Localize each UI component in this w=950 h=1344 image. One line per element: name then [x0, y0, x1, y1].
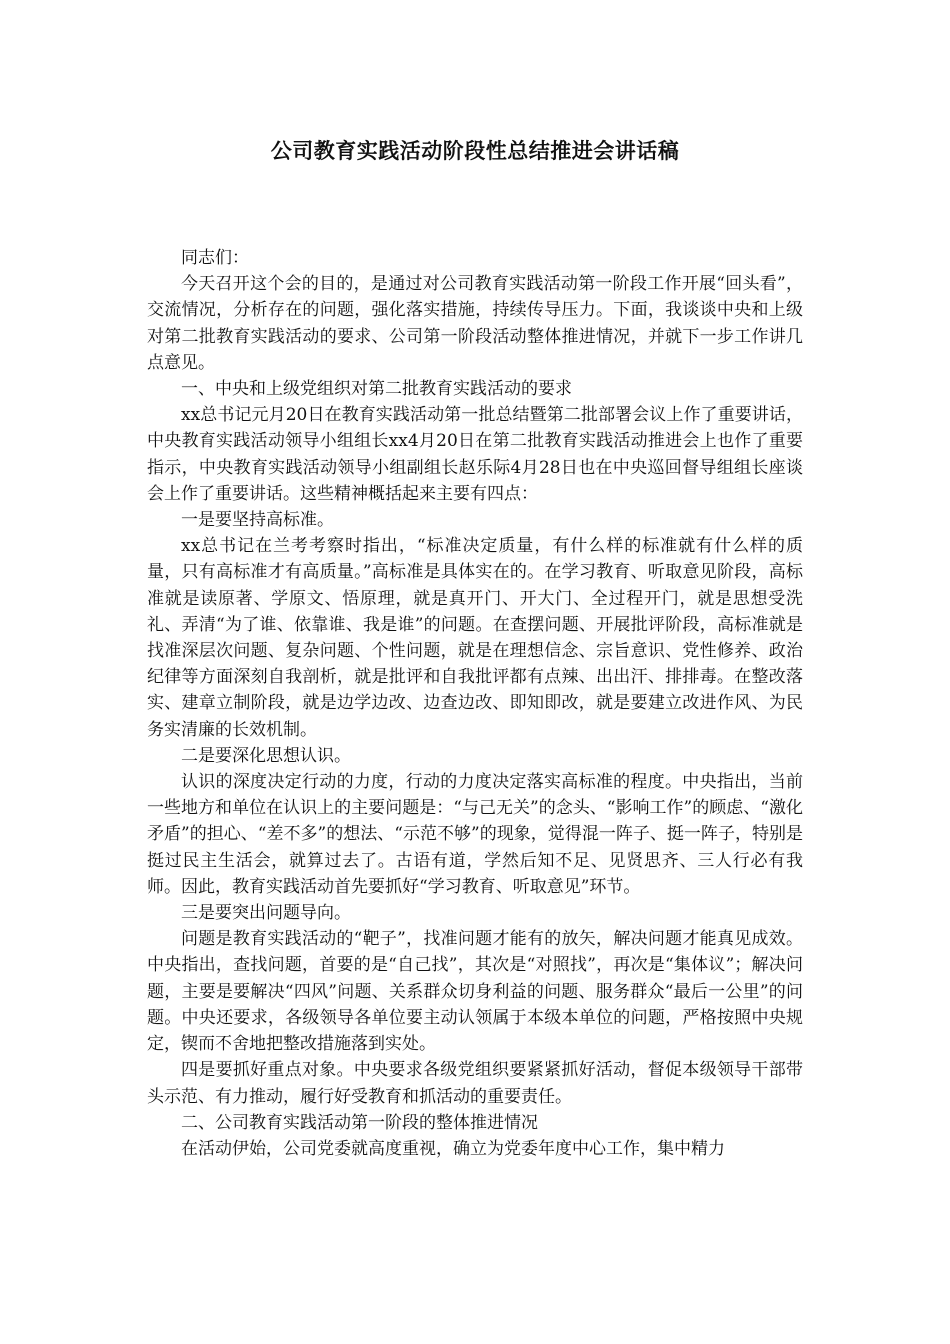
paragraph: xx总书记在兰考考察时指出，“标准决定质量，有什么样的标准就有什么样的质量，只有高标准才有高质量。”高标准是具体实在的。在学习教育、听取意见阶段，高标准就是读原著、学原文、悟原理，就是真开门、开大门、全过程开门，就是思想受洗礼、弄清“为了谁、依靠谁、我是谁”的问题。在查摆问题、开展批评阶段，高标准就是找准深层次问题、复杂问题、个性问题，就是在理想信念、宗旨意识、党性修养、政治纪律等方面深刻自我剖析，就是批评和自我批评都有点辣、出出汗、排排毒。在整改落实、建章立制阶段，就是边学边改、边查边改、即知即改，就是要建立改进作风、为民务实清廉的长效机制。 [147, 536, 803, 740]
paragraph-intro: 今天召开这个会的目的，是通过对公司教育实践活动第一阶段工作开展“回头看”，交流情况，分析存在的问题，强化落实措施，持续传导压力。下面，我谈谈中央和上级对第二批教育实践活动的要求、公司第一阶段活动整体推进情况，并就下一步工作讲几点意见。 [147, 274, 803, 373]
section-heading-1: 一、中央和上级党组织对第二批教育实践活动的要求 [181, 379, 572, 400]
salutation: 同志们： [181, 248, 249, 268]
paragraph: xx总书记元月20日在教育实践活动第一批总结暨第二批部署会议上作了重要讲话，中央教育实践活动领导小组组长xx4月20日在第二批教育实践活动推进会上也作了重要指示，中央教育实践活动领导小组副组长赵乐际4月28日也在中央巡回督导组组长座谈会上作了重要讲话。这些精神概括起来主要有四点： [147, 405, 803, 504]
point-4-paragraph: 四是要抓好重点对象。中央要求各级党组织要紧紧抓好活动，督促本级领导干部带头示范、有力推动，履行好受教育和抓活动的重要责任。 [147, 1060, 803, 1107]
document-title: 公司教育实践活动阶段性总结推进会讲话稿 [270, 139, 680, 163]
point-heading-1: 一是要坚持高标准。 [181, 510, 334, 531]
document-body [147, 245, 803, 1162]
paragraph: 问题是教育实践活动的“靶子”，找准问题才能有的放矢，解决问题才能真见成效。中央指出，查找问题，首要的是“自己找”，其次是“对照找”，再次是“集体议”；解决问题，主要是要解决“四风”问题、关系群众切身利益的问题、服务群众“最后一公里”的问题。中央还要求，各级领导各单位要主动认领属于本级本单位的问题，严格按照中央规定，锲而不舍地把整改措施落到实处。 [147, 929, 803, 1055]
paragraph: 认识的深度决定行动的力度，行动的力度决定落实高标准的程度。中央指出，当前一些地方和单位在认识上的主要问题是：“与己无关”的念头、“影响工作”的顾虑、“激化矛盾”的担心、“差不多”的想法、“示范不够”的现象，觉得混一阵子、挺一阵子，特别是挺过民主生活会，就算过去了。古语有道，学然后知不足、见贤思齐、三人行必有我师。因此，教育实践活动首先要抓好“学习教育、听取意见”环节。 [147, 772, 803, 897]
point-heading-3: 三是要突出问题导向。 [181, 903, 351, 924]
point-heading-2: 二是要深化思想认识。 [181, 745, 351, 766]
section-heading-2: 二、公司教育实践活动第一阶段的整体推进情况 [181, 1112, 538, 1133]
paragraph: 在活动伊始，公司党委就高度重视，确立为党委年度中心工作，集中精力 [181, 1138, 725, 1159]
